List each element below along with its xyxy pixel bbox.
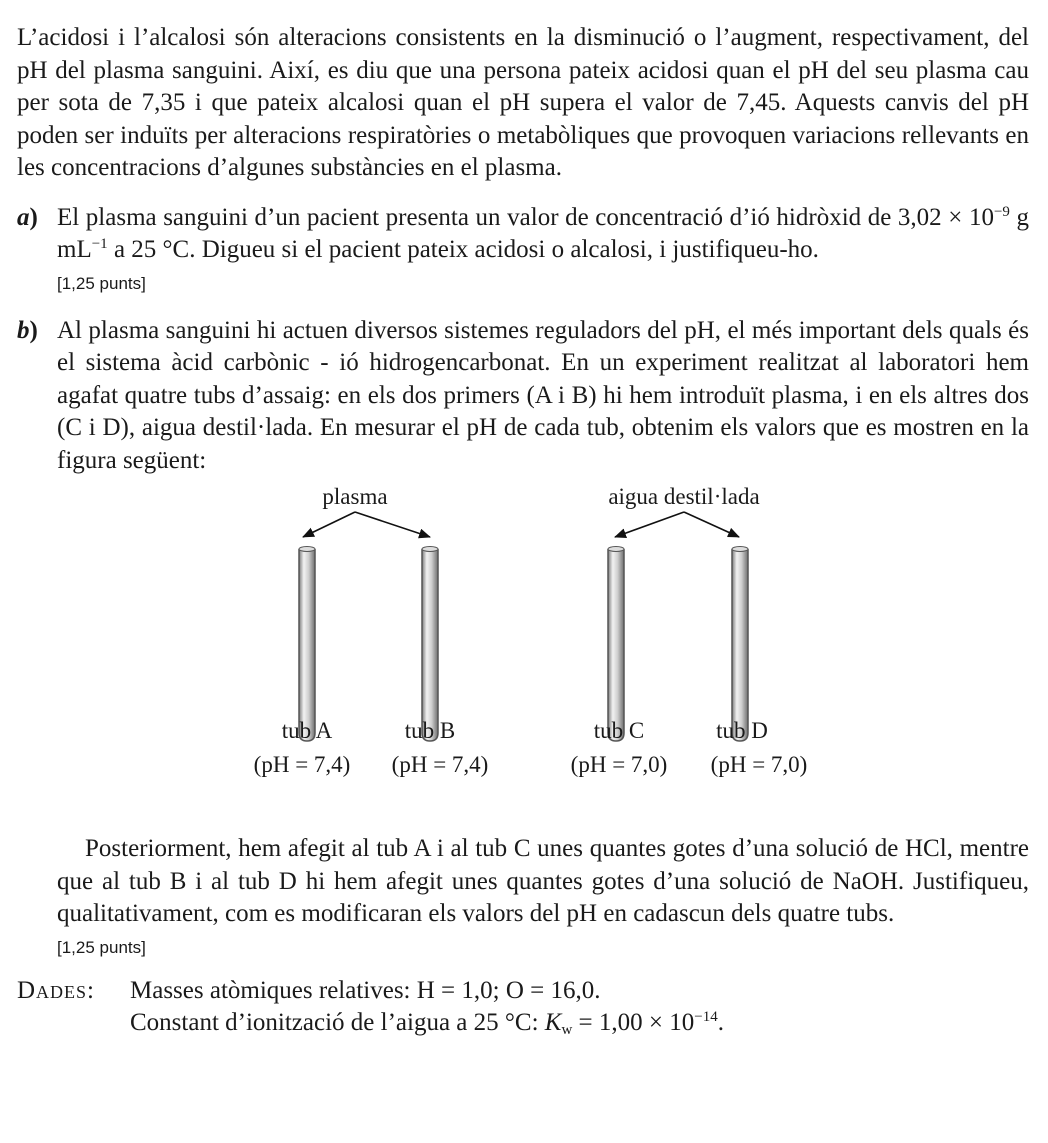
tub-d-name: tub D (716, 718, 768, 743)
question-a-points: [1,25 punts] (57, 273, 146, 293)
tube-c (608, 547, 624, 742)
tub-a-name: tub A (281, 718, 333, 743)
arrow-water-to-tub-d (684, 512, 739, 537)
intro-paragraph: L’acidosi i l’alcalosi són alteracions consistents en la disminució o l’augment, respectivament, del pH del plasma sanguini. Així, es diu que una persona pateix acidosi quan el pH del seu plasma cau per sota de 7,35 i que pateix alcalosi quan el pH supera el valor de 7,45. Aquests canvis del pH poden ser induïts per alteracions respiratòries o metabòliques que provoquen variacions rellevants en les concentracions d’algunes substàncies en el plasma. (17, 24, 1029, 181)
question-b-continued (17, 833, 1029, 959)
tub-a-ph: (pH = 7,4) (253, 752, 351, 777)
distilled-water-label: aigua destil·lada (608, 484, 760, 509)
question-a-text: El plasma sanguini d’un pacient presenta un valor de concentració d’ió hidròxid de $3,02 \times 10^{-9}$ g $mL^{-1}$ a 25 °C. Digueu si el pacient pateix acidosi o alcalosi, i justifiqueu-ho. (57, 203, 1030, 263)
tub-b-name: tub B (404, 718, 456, 743)
plasma-label: plasma (322, 484, 388, 509)
question-b-label: b) (17, 316, 38, 344)
tube-a (299, 547, 315, 742)
data-heading: Dades: (17, 976, 96, 1004)
question-a-label: a) (17, 203, 38, 231)
tube-b (422, 547, 438, 742)
tub-c-ph: (pH = 7,0) (570, 752, 668, 777)
arrow-plasma-to-tub-b (355, 512, 430, 537)
question-b-text: Al plasma sanguini hi actuen diversos sistemes reguladors del pH, el més important dels quals és el sistema àcid carbònic - ió hidrogencarbonat. En un experiment realitzat al laboratori hem agafat quatre tubs d’assaig: en els dos primers (A i B) hi hem introduït plasma, i en els altres dos (C i D), aigua destil·lada. En mesurar el pH de cada tub, obtenim els valors que es mostren en la figura següent: (57, 316, 1029, 474)
question-a (17, 202, 1029, 295)
exam-page (17, 22, 1029, 1040)
tub-b-ph: (pH = 7,4) (391, 752, 489, 777)
question-b-post-text: Posteriorment, hem afegit al tub A i al tub C unes quantes gotes d’una solució de HCl, mentre que al tub B i al tub D hi hem afegit unes quantes gotes d’una solució de NaOH. Justifiqueu, qualitativament, com es modificaran els valors del pH en cadascun dels quatre tubs. (57, 835, 1029, 927)
data-kw-constant: Constant d’ionització de l’aigua a 25 °C: $K_w = 1,00 \times 10^{-14}$. (130, 1009, 724, 1038)
test-tubes-figure (17, 479, 1029, 809)
tubes-diagram (17, 479, 1029, 809)
data-section (17, 975, 1029, 1040)
tube-d (732, 547, 748, 742)
arrow-water-to-tub-c (615, 512, 684, 537)
question-b-points: [1,25 punts] (57, 937, 146, 957)
data-atomic-masses: Masses atòmiques relatives: H = 1,0; O = 16,0. (130, 976, 601, 1004)
arrow-plasma-to-tub-a (303, 512, 355, 537)
tub-c-name: tub C (593, 718, 645, 743)
tub-d-ph: (pH = 7,0) (710, 752, 808, 777)
question-b (17, 315, 1029, 478)
